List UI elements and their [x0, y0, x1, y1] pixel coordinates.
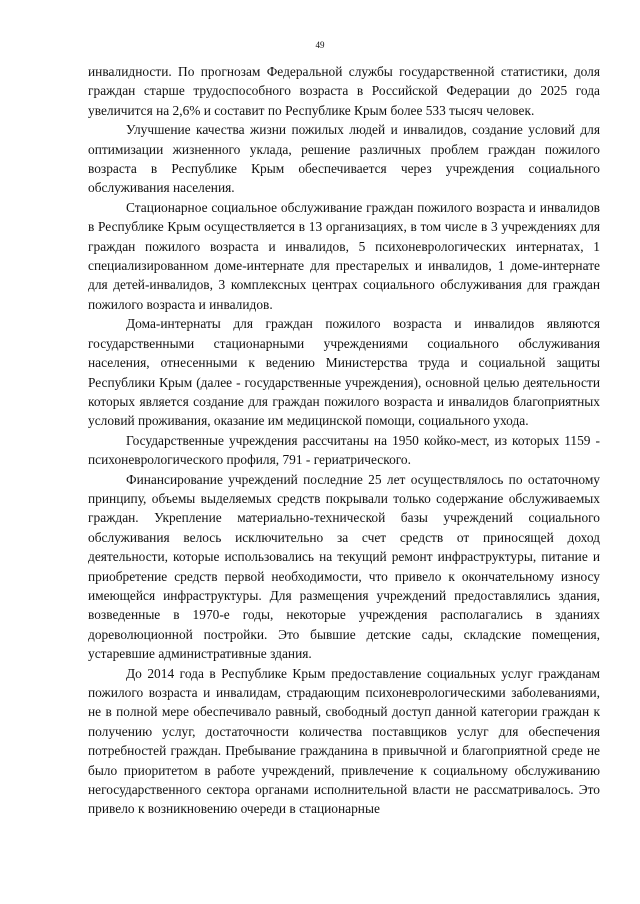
paragraph: Дома-интернаты для граждан пожилого возраста и инвалидов являются государственными стационарными учреждениями социального обслуживания населения, отнесенными к ведению Министерства труда и социальной защиты Республики Крым (далее - государственные учреждения), основной целью деятельности которых является создание для граждан пожилого возраста и инвалидов благоприятных условий проживания, оказание им медицинской помощи, социального ухода.: [88, 316, 600, 429]
body-text: [88, 62, 600, 819]
paragraph: До 2014 года в Республике Крым предоставление социальных услуг гражданам пожилого возраста и инвалидам, страдающим психоневрологическими заболеваниями, не в полной мере обеспечивало равный, свободный доступ данной категории граждан к получению услуг, достаточности количества поставщиков услуг для обеспечения потребностей граждан. Пребывание гражданина в привычной и благоприятной среде не было приоритетом в работе учреждений, привлечение к социальному обслуживанию негосударственного сектора органами исполнительной власти не рассматривалось. Это привело к возникновению очереди в стационарные: [88, 665, 600, 817]
paragraph: Улучшение качества жизни пожилых людей и инвалидов, создание условий для оптимизации жизненного уклада, решение различных проблем граждан пожилого возраста в Республике Крым обеспечивается через учреждения социального обслуживания населения.: [88, 122, 600, 196]
paragraph: Финансирование учреждений последние 25 лет осуществлялось по остаточному принципу, объемы выделяемых средств покрывали только содержание обслуживаемых граждан. Укрепление материально-технической базы учреждений социального обслуживания велось исключительно за счет средств от приносящей доход деятельности, которые использовались на текущий ремонт инфраструктуры, питание и приобретение средств первой необходимости, что привело к окончательному износу имеющейся инфраструктуры. Для размещения учреждений предоставлялись здания, возведенные в 1970-е годы, некоторые учреждения располагались в зданиях дореволюционной постройки. Это бывшие детские сады, складские помещения, устаревшие административные здания.: [88, 471, 600, 662]
paragraph-continuation: инвалидности. По прогнозам Федеральной службы государственной статистики, доля граждан старше трудоспособного возраста в Российской Федерации до 2025 года увеличится на 2,6% и составит по Республике Крым более 533 тысяч человек.: [88, 64, 600, 118]
paragraph: Стационарное социальное обслуживание граждан пожилого возраста и инвалидов в Республике Крым осуществляется в 13 организациях, в том числе в 3 учреждениях для граждан пожилого возраста и инвалидов, 5 психоневрологических интернатах, 1 специализированном доме-интернате для престарелых и инвалидов, 1 доме-интернате для детей-инвалидов, 3 комплексных центрах социального обслуживания для граждан пожилого возраста и инвалидов.: [88, 199, 600, 312]
paragraph: Государственные учреждения рассчитаны на 1950 койко-мест, из которых 1159 - психоневрологического профиля, 791 - гериатрического.: [88, 432, 600, 468]
page-number: 49: [315, 40, 325, 50]
